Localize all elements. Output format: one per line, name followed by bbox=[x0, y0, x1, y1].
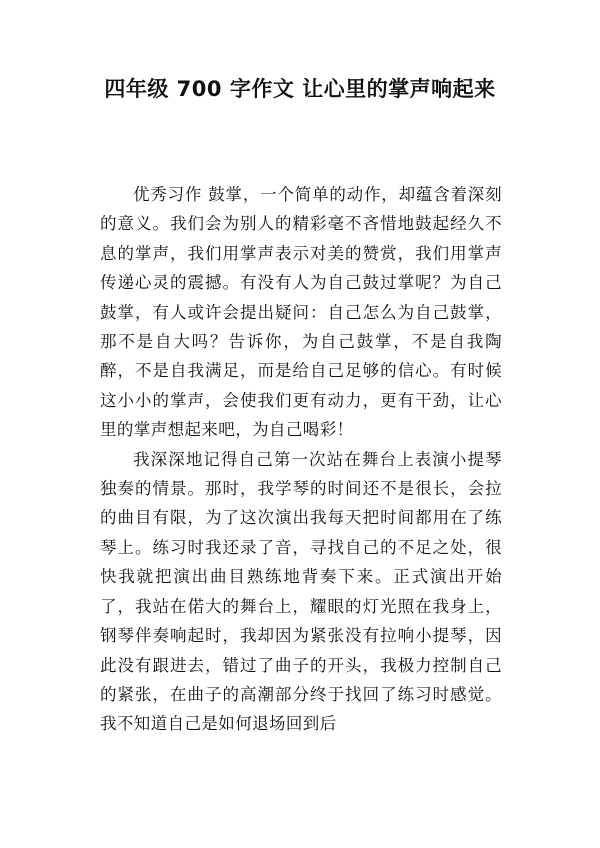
paragraph-2: 我深深地记得自己第一次站在舞台上表演小提琴独奏的情景。那时，我学琴的时间还不是很长，会拉的曲目有限，为了这次演出我每天把时间都用在了练琴上。练习时我还录了音，寻找自己的不足之处，很快我就把演出曲目熟练地背奏下来。正式演出开始了，我站在偌大的舞台上，耀眼的灯光照在我身上，钢琴伴奏响起时，我却因为紧张没有拉响小提琴，因此没有跟进去，错过了曲子的开头，我极力控制自己的紧张，在曲子的高潮部分终于找回了练习时感觉。我不知道自己是如何退场回到后 bbox=[100, 449, 502, 734]
paragraph-1: 优秀习作 鼓掌，一个简单的动作，却蕴含着深刻的意义。我们会为别人的精彩毫不吝惜地鼓起经久不息的掌声，我们用掌声表示对美的赞赏，我们用掌声传递心灵的震撼。有没有人为自己鼓过掌呢？为自己鼓掌，有人或许会提出疑问：自己怎么为自己鼓掌，那不是自大吗？告诉你，为自己鼓掌，不是自我陶醉，不是自我满足，而是给自己足够的信心。有时候这小小的掌声，会使我们更有动力，更有干劲，让心里的掌声想起来吧，为自己喝彩！ bbox=[100, 185, 502, 440]
document-body bbox=[100, 180, 502, 739]
document-title: 四年级 700 字作文 让心里的掌声响起来 bbox=[104, 77, 496, 101]
